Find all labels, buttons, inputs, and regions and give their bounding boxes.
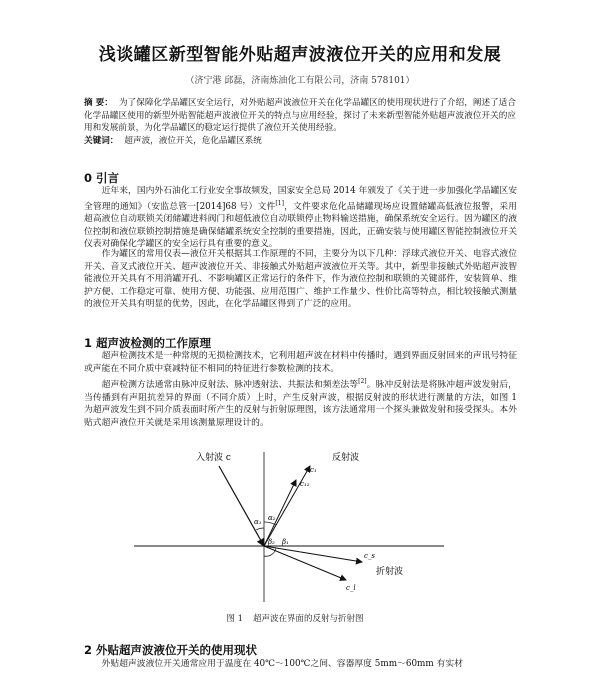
- figure-1-caption: [0, 612, 600, 624]
- label-refracted-wave: 折射波: [376, 567, 404, 577]
- keywords-label: 关键词：: [84, 135, 119, 146]
- figure-1-caption-text: 超声波在界面的反射与折射图: [253, 614, 364, 624]
- reflected-wave-line-2: [264, 480, 296, 546]
- section-0-p1-tail: ，文件要求危化品储罐现场应设置储罐高低液位报警，采用超高液位自动联锁关闭储罐进料阀门和超低液位自动联锁停止物料输送措施，确保系统安全运行。因为罐区的液位控制和液位联锁控制措施是确保储罐系统安全控制的重要措施，因此，正确安装与使用罐区智能控制液位开关仪表对确保化学罐区的安全运行具有重要的意义。: [84, 201, 517, 250]
- incident-wave-line: [219, 466, 264, 546]
- symbol-beta1: β₁: [282, 538, 289, 546]
- section-0-paragraph-1: [84, 185, 517, 251]
- symbol-beta2: β₂: [268, 538, 275, 546]
- ref-1: [1]: [275, 199, 284, 207]
- paper-title: 浅谈罐区新型智能外贴超声波液位开关的应用和发展: [98, 45, 502, 65]
- symbol-c1: c₁: [310, 466, 317, 474]
- angle-arc-incident: [256, 528, 264, 530]
- symbol-cl: c_l: [346, 584, 356, 592]
- ref-2: [2]: [358, 378, 367, 385]
- refracted-wave-line-2: [264, 546, 346, 580]
- section-1-p2-text: 超声检测方法通常由脉冲反射法、脉冲透射法、共振法和频差法等: [101, 379, 359, 390]
- angle-arc-refracted: [264, 548, 276, 556]
- section-1-p2-tail: 。脉冲反射法是将脉冲超声波发射后，当传播到有声阻抗差异的界面（不同介质）上时，产生反射声波，根据反射波的形状进行测量的方法，如图 1 为超声波发生到不同介质表面时所产生的反射与折射原理图，该方法通常用一个探头兼做发射和接受探头。本外贴式超声液位开关就是采用该测量原理设计的。: [84, 379, 517, 428]
- symbol-alpha2: α₂: [268, 514, 276, 522]
- section-2-paragraph-1: 外贴超声波液位开关通常应用于温度在 40℃～100℃之间、容器厚度 5mm～60mm 有实材: [101, 659, 463, 669]
- reflected-wave-line-1: [264, 466, 310, 546]
- symbol-c12: c₁₂: [300, 480, 310, 488]
- symbol-cs: c_s: [364, 552, 376, 560]
- section-0-heading: 0 引言: [84, 171, 120, 185]
- label-incident-wave: 入射波 c: [196, 453, 231, 463]
- section-1-paragraph-1: 超声检测技术是一种常规的无损检测技术，它利用超声波在材料中传播时，遇到界面反射回来的声讯号特征或声能在不同介质中衰减特征不相同的特征进行参数检测的技术。: [84, 351, 517, 374]
- section-0-p1-text: 近年来，国内外石油化工行业安全事故频发，国家安全总局 2014 年颁发了《关于进一步加强化学品罐区安全管理的通知》（安监总管一[2014]68 号）文件: [84, 186, 517, 212]
- keywords-text: 超声波，液位开关，危化品罐区系统: [124, 135, 262, 146]
- abstract-block: [84, 97, 516, 147]
- section-2-heading: 2 外贴超声波液位开关的使用现状: [84, 643, 258, 657]
- abstract-label: 摘 要：: [84, 98, 113, 108]
- section-1-heading: 1 超声波检测的工作原理: [84, 336, 212, 350]
- label-reflected-wave: 反射波: [332, 453, 360, 463]
- symbol-alpha1: α₁: [254, 518, 262, 526]
- refracted-wave-line-1: [264, 546, 362, 562]
- figure-1-diagram: [84, 444, 517, 606]
- section-0-paragraph-2: 作为罐区的常用仪表—液位开关根据其工作原理的不同，主要分为以下几种：浮球式液位开关、电容式液位开关、音叉式液位开关、超声波液位开关、非接触式外贴超声波液位开关等。其中，新型非接触式外贴超声波智能液位开关具有不用消罐开孔、不影响罐区正常运行的条件下，作为液位控制和联锁的关键部件，安装简单、维护方便、工作稳定可靠、使用方便、功能强、应用范围广、维护工作量少、性价比高等特点，相比较接触式测量的液位开关具有明显的优势，因此，在化学品罐区得到了广泛的应用。: [84, 249, 517, 310]
- paper-authors: （济宁港 邱磊，济南炼油化工有限公司，济南 578101）: [185, 76, 415, 86]
- section-1-paragraph-2: [84, 376, 517, 429]
- keywords: [84, 135, 516, 148]
- abstract: [84, 97, 516, 135]
- figure-1-number: 图 1: [226, 614, 244, 624]
- abstract-text: 为了保障化学品罐区安全运行，对外贴超声波液位开关在化学品罐区的使用现状进行了介绍，阐述了适合化学品罐区使用的新型外贴智能超声波液位开关的特点与应用经验，探讨了未来新型智能外贴超声波液位开关的应用和发展前景，为化学品罐区的稳定运行提供了液位开关使用经验。: [84, 98, 516, 133]
